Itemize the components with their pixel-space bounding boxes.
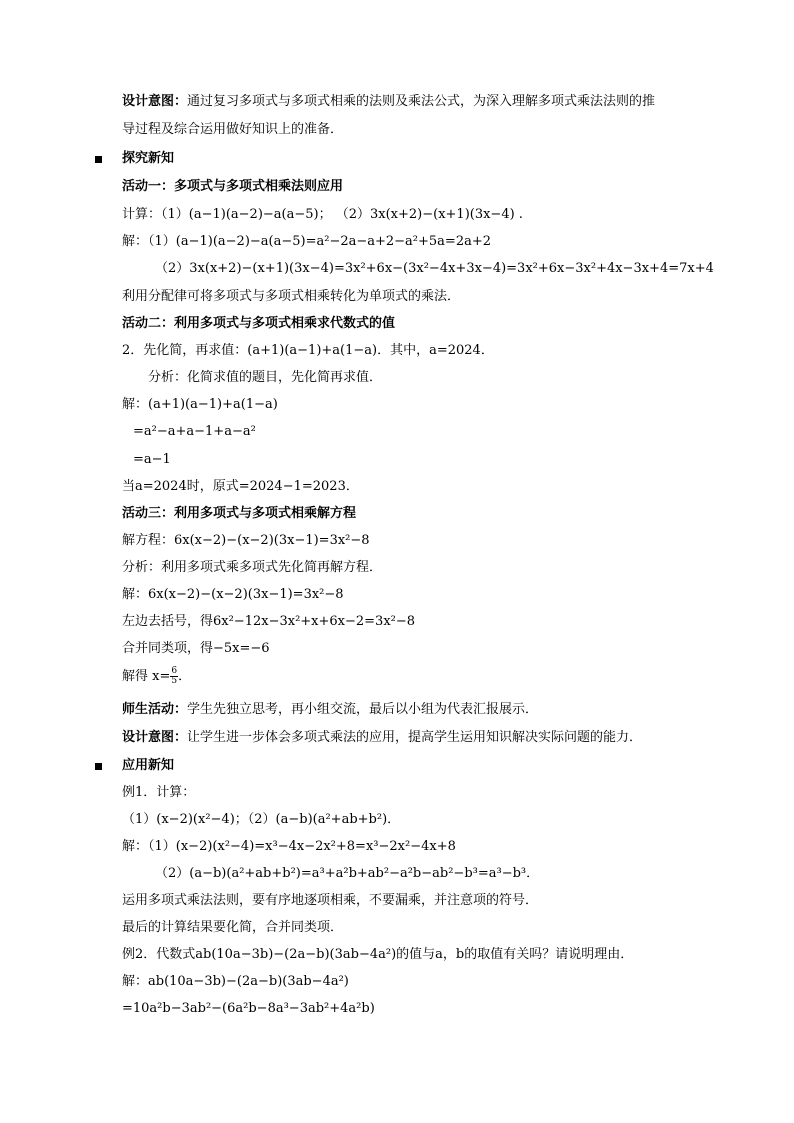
example-2-solution-2: =10a²b−3ab²−(6a²b−8a³−3ab²+4a²b): [122, 1001, 375, 1016]
activity-3-solution-4-prefix: 解得 x=: [122, 669, 171, 684]
activity-2-solution-2: =a²−a+a−1+a−a²: [133, 424, 256, 439]
activity-2-analysis: 分析：化简求值的题目，先化简再求值．: [148, 370, 383, 385]
teacher-label: 师生活动：: [122, 702, 188, 717]
design-intent-line-1: [122, 93, 655, 111]
activity-1-task: 计算：（1）(a−1)(a−2)−a(a−5)； （2）3x(x+2)−(x+1)(3x−4) .: [122, 207, 523, 222]
bullet-square-icon: [95, 763, 102, 770]
activity-3-solution-4: [122, 667, 191, 686]
activity-3-solution-4-suffix: ．: [178, 669, 192, 684]
activity-1-note: 利用分配律可将多项式与多项式相乘转化为单项式的乘法．: [122, 289, 461, 304]
fraction-denominator: 5: [171, 676, 178, 686]
example-1-note-2: 最后的计算结果要化简，合并同类项．: [122, 920, 344, 935]
teacher-student-activity: [122, 701, 538, 719]
activity-3-solution-3: 合并同类项，得−5x=−6: [122, 641, 270, 656]
activity-3-analysis: 分析：利用多项式乘多项式先化简再解方程．: [122, 560, 383, 575]
activity-2-solution-3: =a−1: [133, 452, 171, 467]
example-1-task: （1）(x−2)(x²−4)；（2）(a−b)(a²+ab+b²)．: [122, 812, 401, 827]
activity-1-title: 活动一：多项式与多项式相乘法则应用: [122, 179, 344, 194]
example-2-solution-1: 解：ab(10a−3b)−(2a−b)(3ab−4a²): [122, 974, 349, 989]
activity-2-title: 活动二：利用多项式与多项式相乘求代数式的值: [122, 316, 396, 331]
activity-2-task: 2．先化简，再求值：(a+1)(a−1)+a(1−a)．其中，a=2024．: [122, 343, 494, 358]
activity-3-task: 解方程：6x(x−2)−(x−2)(3x−1)=3x²−8: [122, 533, 370, 548]
design-intent-2: [122, 729, 642, 747]
design-text-2: 让学生进一步体会多项式乘法的应用，提高学生运用知识解决实际问题的能力．: [187, 730, 643, 745]
design-intent-label: 设计意图：: [122, 94, 188, 109]
activity-1-solution-1: 解：（1）(a−1)(a−2)−a(a−5)=a²−2a−a+2−a²+5a=2a+2: [122, 234, 492, 249]
section-title-apply: 应用新知: [122, 758, 175, 773]
design-intent-line-2: 导过程及综合运用做好知识上的准备．: [122, 122, 344, 137]
design-label-2: 设计意图：: [122, 730, 188, 745]
section-title-explore: 探究新知: [122, 151, 175, 166]
example-1-title: 例1．计算：: [122, 785, 196, 800]
activity-3-solution-1: 解：6x(x−2)−(x−2)(3x−1)=3x²−8: [122, 587, 344, 602]
activity-3-title: 活动三：利用多项式与多项式相乘解方程: [122, 506, 357, 521]
example-1-note-1: 运用多项式乘法法则，要有序地逐项相乘，不要漏乘，并注意项的符号．: [122, 893, 539, 908]
fraction-numerator: 6: [171, 666, 178, 676]
teacher-text: 学生先独立思考，再小组交流，最后以小组为代表汇报展示．: [187, 702, 539, 717]
activity-1-solution-2: （2）3x(x+2)−(x+1)(3x−4)=3x²+6x−(3x²−4x+3x−4)=3x²+6x−3x²+4x−3x+4=7x+4: [155, 261, 714, 276]
activity-2-solution-1: 解：(a+1)(a−1)+a(1−a): [122, 397, 278, 412]
bullet-square-icon: [95, 156, 102, 163]
example-2-task: 例2．代数式ab(10a−3b)−(2a−b)(3ab−4a²)的值与a，b的取值有关吗？请说明理由．: [122, 947, 634, 962]
example-1-solution-2: （2）(a−b)(a²+ab+b²)=a³+a²b+ab²−a²b−ab²−b³=a³−b³．: [155, 866, 540, 881]
fraction-six-fifths: [170, 667, 178, 686]
design-intent-text: 通过复习多项式与多项式相乘的法则及乘法公式，为深入理解多项式乘法法则的推: [187, 94, 656, 109]
activity-2-solution-4: 当a=2024时，原式=2024−1=2023．: [122, 479, 359, 494]
example-1-solution-1: 解：（1）(x−2)(x²−4)=x³−4x−2x²+8=x³−2x²−4x+8: [122, 839, 456, 854]
activity-3-solution-2: 左边去括号，得6x²−12x−3x²+x+6x−2=3x²−8: [122, 614, 416, 629]
